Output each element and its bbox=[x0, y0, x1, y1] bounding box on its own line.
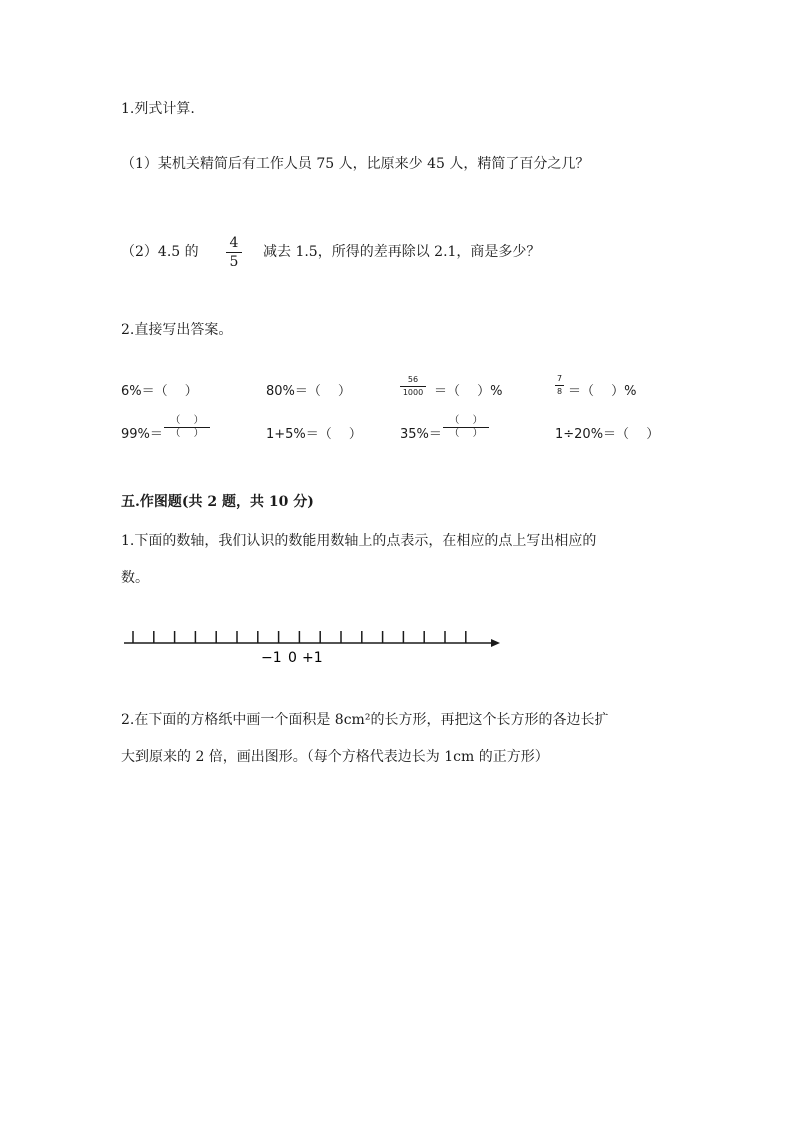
q2-row2-item-c-prefix: 35%＝ bbox=[400, 427, 442, 442]
fraction-denominator: 1000 bbox=[402, 388, 424, 397]
axis-label-neg: −1 bbox=[261, 650, 282, 666]
fraction-bar bbox=[400, 386, 426, 387]
q1-part2-suffix: 减去 1.5，所得的差再除以 2.1，商是多少？ bbox=[263, 244, 541, 260]
section5-q2-line1: 2.在下面的方格纸中画一个面积是 8cm²的长方形，再把这个长方形的各边长扩 bbox=[121, 712, 609, 728]
fraction-denominator: 5 bbox=[229, 254, 239, 270]
fraction-numerator: 7 bbox=[556, 374, 563, 383]
q2-row2-item-b: 1+5%＝（ ） bbox=[266, 427, 362, 442]
fraction-denominator: 8 bbox=[556, 387, 563, 396]
arrow-head-icon bbox=[491, 639, 500, 647]
q1-title: 1.列式计算. bbox=[121, 101, 195, 117]
fraction-bar bbox=[555, 385, 564, 386]
number-line-ticks bbox=[133, 631, 466, 643]
q2-row2-item-a-prefix: 99%＝ bbox=[121, 427, 163, 442]
fraction-denominator: （ ） bbox=[449, 428, 483, 439]
number-line bbox=[118, 622, 508, 670]
fraction-denominator: （ ） bbox=[170, 428, 204, 439]
q2-row2-item-d: 1÷20%＝（ ） bbox=[555, 427, 660, 442]
q2-row1-item-c-tail: ＝（ ）% bbox=[434, 384, 503, 399]
q2-row2-item-c-fraction bbox=[443, 416, 489, 439]
q2-row1-item-b: 80%＝（ ） bbox=[266, 384, 352, 399]
q2-row1-item-c-fraction bbox=[400, 376, 426, 397]
fraction-numerator: （ ） bbox=[170, 415, 204, 426]
q1-part1-text: （1）某机关精简后有工作人员 75 人，比原来少 45 人，精简了百分之几？ bbox=[121, 156, 590, 172]
q1-part2-fraction bbox=[226, 236, 242, 269]
section5-heading: 五.作图题(共 2 题，共 10 分) bbox=[121, 494, 314, 510]
fraction-numerator: 56 bbox=[407, 375, 419, 384]
axis-label-zero: 0 bbox=[288, 650, 297, 666]
q1-part2-prefix: （2）4.5 的 bbox=[121, 244, 199, 260]
q2-row1-item-a: 6%＝（ ） bbox=[121, 384, 198, 399]
q2-row2-item-a-fraction bbox=[164, 416, 210, 439]
q2-title: 2.直接写出答案。 bbox=[121, 322, 233, 338]
fraction-numerator: （ ） bbox=[449, 415, 483, 426]
q2-row1-item-d-tail: ＝（ ）% bbox=[568, 384, 637, 399]
section5-q2-line2: 大到原来的 2 倍，画出图形。（每个方格代表边长为 1cm 的正方形） bbox=[121, 749, 549, 765]
fraction-bar bbox=[226, 252, 242, 253]
fraction-numerator: 4 bbox=[229, 235, 239, 251]
section5-q1-line1: 1.下面的数轴，我们认识的数能用数轴上的点表示，在相应的点上写出相应的 bbox=[121, 533, 597, 549]
section5-q1-line2: 数。 bbox=[121, 570, 149, 586]
axis-label-pos: +1 bbox=[302, 650, 323, 666]
q2-row1-item-d-fraction bbox=[555, 375, 564, 396]
